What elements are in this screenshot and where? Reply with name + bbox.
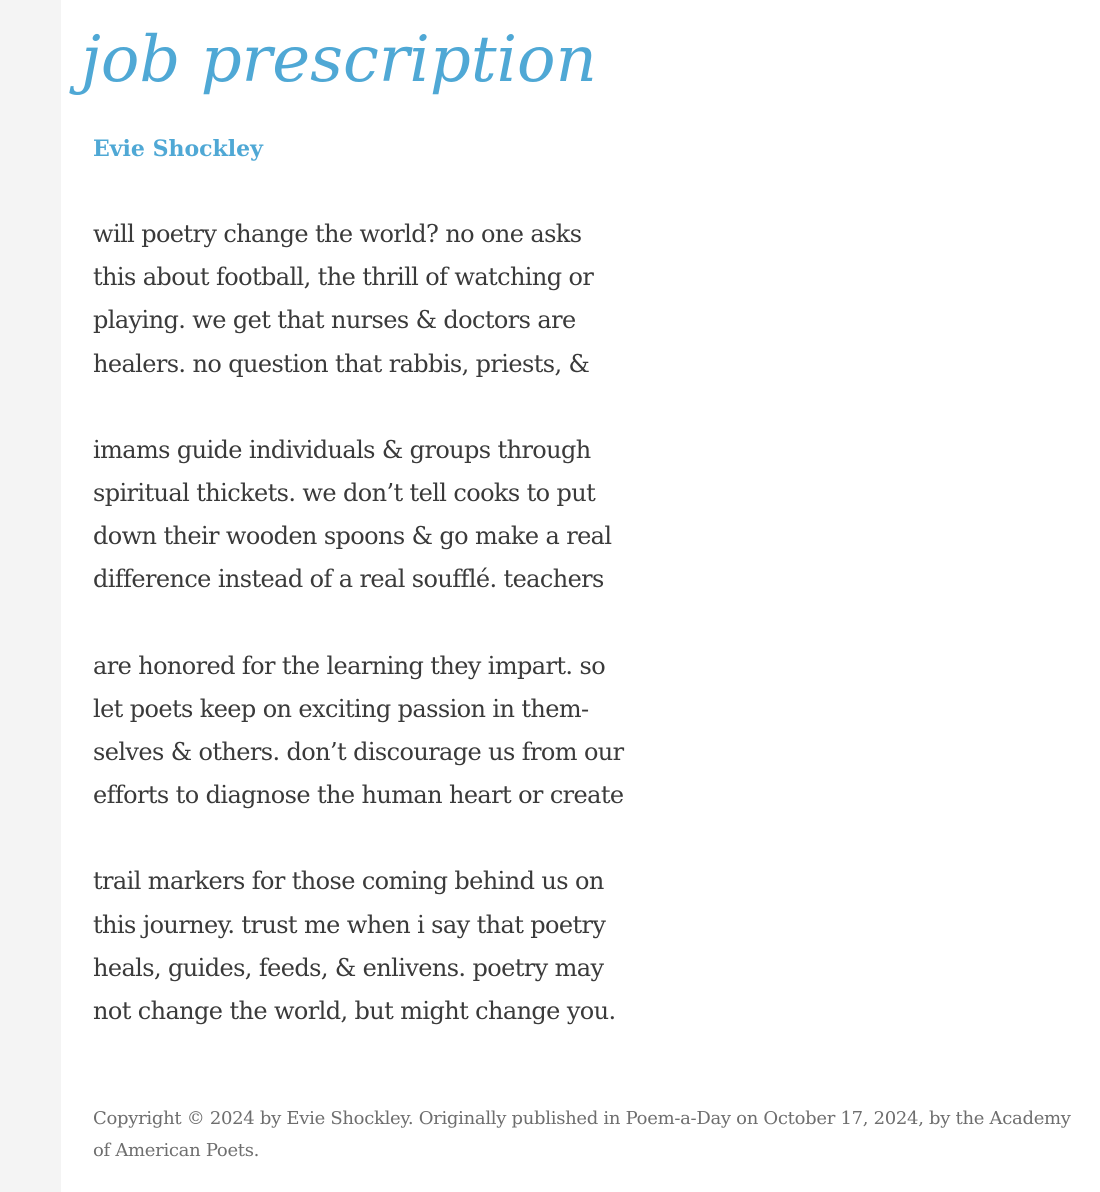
- left-gutter: [0, 0, 61, 1192]
- poem-body: [93, 213, 713, 1076]
- poem-line: imams guide individuals & groups through: [93, 435, 591, 464]
- poem-line: efforts to diagnose the human heart or create: [93, 781, 624, 810]
- poem-title: job prescription: [81, 23, 597, 97]
- poem-line: playing. we get that nurses & doctors are: [93, 306, 576, 335]
- poem-stanza: [93, 429, 713, 602]
- poem-line: trail markers for those coming behind us on: [93, 867, 604, 896]
- poem-line: will poetry change the world? no one asks: [93, 220, 582, 248]
- poem-stanza: [93, 213, 713, 386]
- poem-line: this about football, the thrill of watching or: [93, 263, 594, 292]
- poem-page: [61, 0, 1100, 1192]
- poem-line: not change the world, but might change you.: [93, 997, 616, 1026]
- poem-line: down their wooden spoons & go make a real: [93, 522, 612, 551]
- poem-line: spiritual thickets. we don’t tell cooks to put: [93, 479, 596, 508]
- poem-line: this journey. trust me when i say that poetry: [93, 910, 606, 939]
- poem-stanza: [93, 645, 713, 818]
- poem-stanza: [93, 860, 713, 1033]
- poem-line: selves & others. don’t discourage us from our: [93, 738, 624, 767]
- copyright-notice: Copyright © 2024 by Evie Shockley. Originally published in Poem-a-Day on October 17, 2024, by the Academy of American Poets.: [93, 1108, 1071, 1161]
- poem-line: are honored for the learning they impart. so: [93, 651, 606, 680]
- poem-line: heals, guides, feeds, & enlivens. poetry may: [93, 953, 604, 982]
- poem-line: let poets keep on exciting passion in them-: [93, 694, 589, 723]
- poem-line: difference instead of a real soufflé. teachers: [93, 565, 604, 594]
- poet-name-link[interactable]: Evie Shockley: [93, 136, 263, 162]
- poem-line: healers. no question that rabbis, priests, &: [93, 349, 590, 378]
